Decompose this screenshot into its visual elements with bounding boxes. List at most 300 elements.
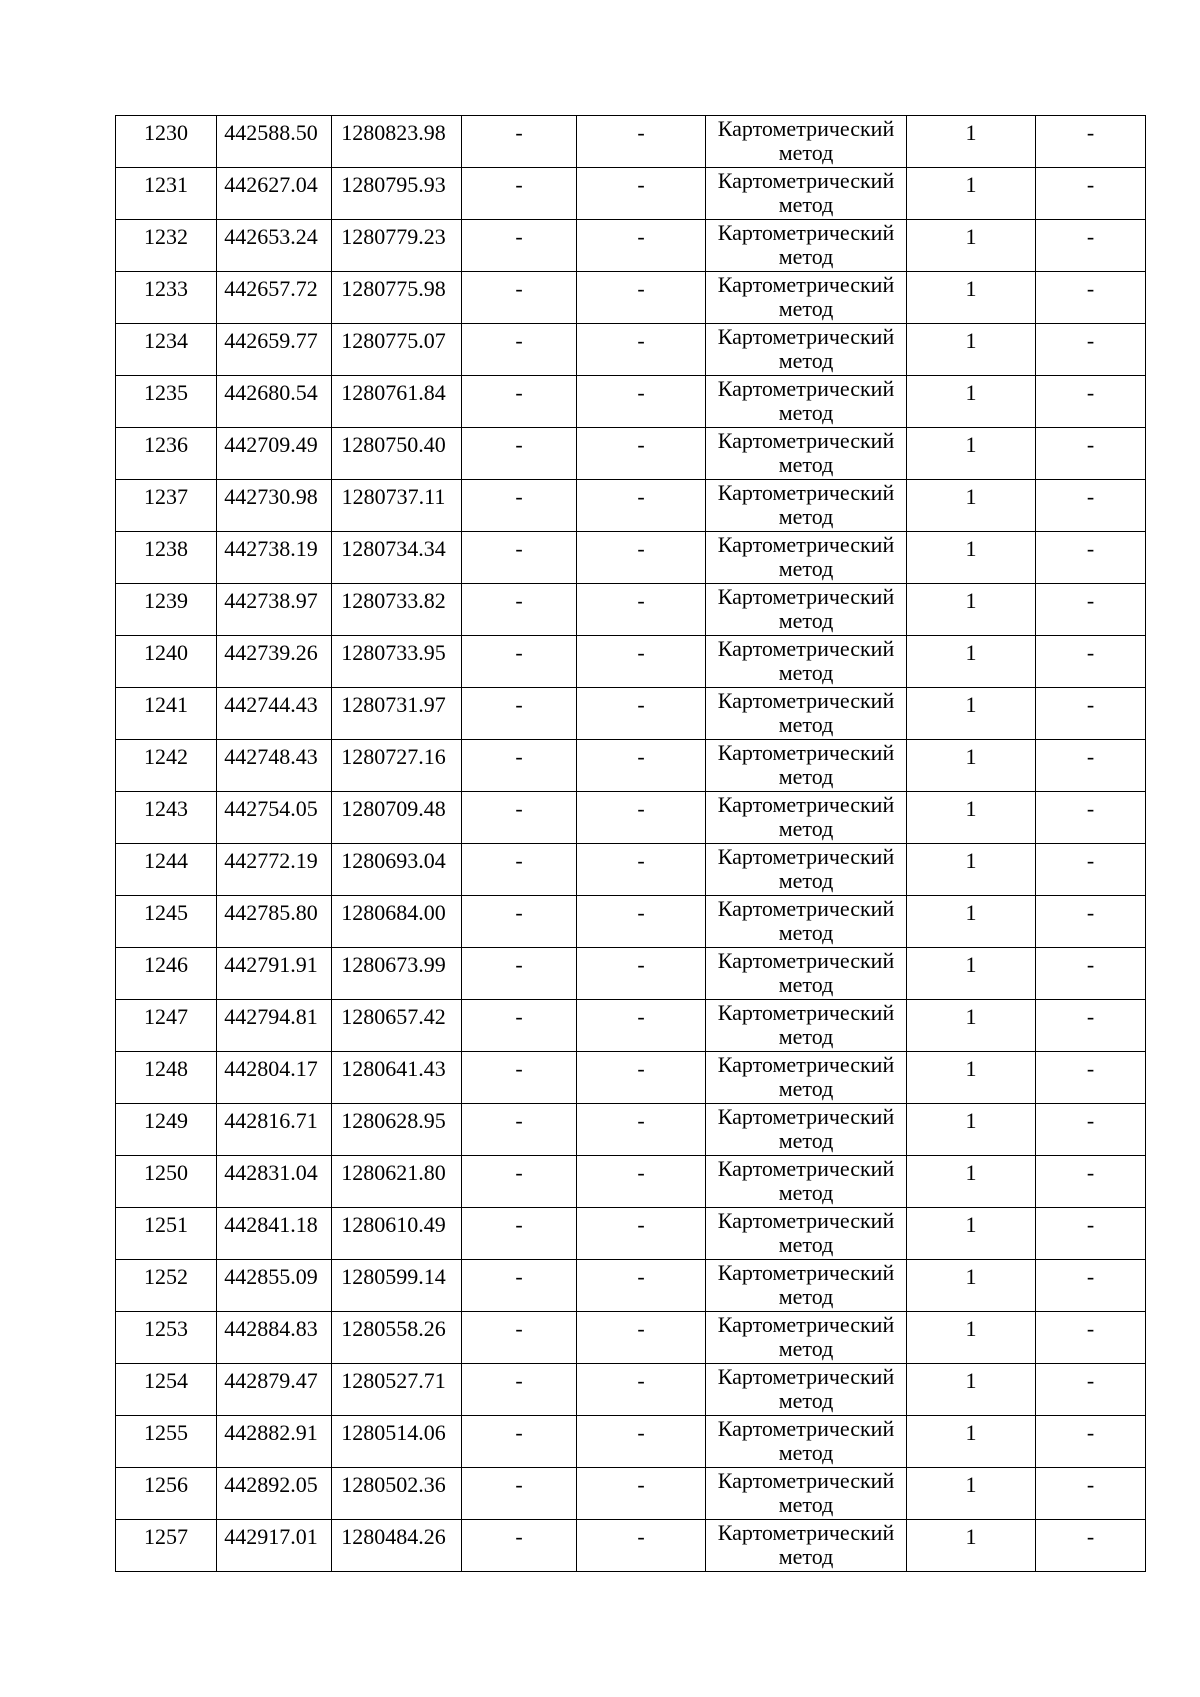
- method-text: [706, 1520, 906, 1569]
- column-5-cell: [577, 1000, 706, 1052]
- accuracy-cell: [907, 1468, 1036, 1520]
- column-4-cell: [462, 844, 577, 896]
- y-coordinate-text: 1280484.26: [341, 1524, 446, 1549]
- method-text: [706, 220, 906, 269]
- column-8-cell: [1036, 1208, 1146, 1260]
- table-row: [116, 1312, 1146, 1364]
- method-text: [706, 1104, 906, 1153]
- method-cell: [706, 116, 907, 168]
- column-8-cell: [1036, 740, 1146, 792]
- method-line-2: метод: [778, 608, 834, 633]
- method-cell: [706, 1416, 907, 1468]
- point-number-text: 1246: [144, 952, 188, 977]
- table-row: [116, 792, 1146, 844]
- accuracy-text: 1: [965, 380, 977, 405]
- x-coordinate-text: 442855.09: [224, 1264, 318, 1289]
- method-line-2: метод: [778, 1232, 834, 1257]
- table-row: [116, 740, 1146, 792]
- x-coordinate-cell: [217, 1416, 332, 1468]
- table-row: [116, 1260, 1146, 1312]
- accuracy-text: 1: [965, 328, 977, 353]
- method-line-1: Картометрический: [717, 1416, 895, 1441]
- point-number-text: 1254: [144, 1368, 188, 1393]
- column-5-text: -: [637, 796, 645, 821]
- column-4-cell: [462, 428, 577, 480]
- method-line-2: метод: [778, 1284, 834, 1309]
- y-coordinate-cell: [332, 220, 462, 272]
- x-coordinate-cell: [217, 1364, 332, 1416]
- y-coordinate-text: 1280775.98: [341, 276, 446, 301]
- y-coordinate-cell: [332, 1520, 462, 1572]
- method-line-2: метод: [778, 868, 834, 893]
- table-row: [116, 1104, 1146, 1156]
- column-4-cell: [462, 1364, 577, 1416]
- x-coordinate-cell: [217, 584, 332, 636]
- method-line-1: Картометрический: [717, 1052, 895, 1077]
- table-row: [116, 272, 1146, 324]
- column-8-cell: [1036, 1468, 1146, 1520]
- x-coordinate-cell: [217, 168, 332, 220]
- method-line-1: Картометрический: [717, 1364, 895, 1389]
- accuracy-text: 1: [965, 692, 977, 717]
- accuracy-text: 1: [965, 536, 977, 561]
- x-coordinate-text: 442738.19: [224, 536, 318, 561]
- column-4-text: -: [515, 1368, 523, 1393]
- table-row: [116, 532, 1146, 584]
- y-coordinate-text: 1280514.06: [341, 1420, 446, 1445]
- x-coordinate-text: 442917.01: [224, 1524, 318, 1549]
- method-cell: [706, 688, 907, 740]
- method-line-1: Картометрический: [717, 168, 895, 193]
- y-coordinate-text: 1280823.98: [341, 120, 446, 145]
- method-line-1: Картометрический: [717, 792, 895, 817]
- method-line-2: метод: [778, 348, 834, 373]
- y-coordinate-text: 1280610.49: [341, 1212, 446, 1237]
- point-number-cell: [116, 844, 217, 896]
- method-line-1: Картометрический: [717, 1520, 895, 1545]
- column-8-cell: [1036, 584, 1146, 636]
- method-cell: [706, 948, 907, 1000]
- y-coordinate-text: 1280527.71: [341, 1368, 446, 1393]
- table-row: [116, 1156, 1146, 1208]
- x-coordinate-cell: [217, 116, 332, 168]
- x-coordinate-text: 442754.05: [224, 796, 318, 821]
- method-line-2: метод: [778, 452, 834, 477]
- column-5-text: -: [637, 484, 645, 509]
- method-text: [706, 1052, 906, 1101]
- point-number-cell: [116, 324, 217, 376]
- column-5-cell: [577, 896, 706, 948]
- point-number-text: 1252: [144, 1264, 188, 1289]
- column-4-text: -: [515, 1420, 523, 1445]
- point-number-cell: [116, 168, 217, 220]
- y-coordinate-cell: [332, 1364, 462, 1416]
- method-cell: [706, 1468, 907, 1520]
- point-number-text: 1235: [144, 380, 188, 405]
- accuracy-text: 1: [965, 224, 977, 249]
- column-5-text: -: [637, 1420, 645, 1445]
- accuracy-cell: [907, 1104, 1036, 1156]
- accuracy-cell: [907, 844, 1036, 896]
- x-coordinate-text: 442816.71: [224, 1108, 318, 1133]
- y-coordinate-text: 1280657.42: [341, 1004, 446, 1029]
- point-number-cell: [116, 376, 217, 428]
- x-coordinate-cell: [217, 532, 332, 584]
- method-line-2: метод: [778, 140, 834, 165]
- column-8-cell: [1036, 1260, 1146, 1312]
- table-row: [116, 948, 1146, 1000]
- accuracy-cell: [907, 168, 1036, 220]
- point-number-text: 1250: [144, 1160, 188, 1185]
- method-text: [706, 844, 906, 893]
- x-coordinate-cell: [217, 1104, 332, 1156]
- column-5-cell: [577, 1312, 706, 1364]
- y-coordinate-text: 1280673.99: [341, 952, 446, 977]
- method-text: [706, 688, 906, 737]
- method-line-1: Картометрический: [717, 1312, 895, 1337]
- x-coordinate-cell: [217, 272, 332, 324]
- column-5-text: -: [637, 640, 645, 665]
- method-line-1: Картометрический: [717, 532, 895, 557]
- column-4-text: -: [515, 1472, 523, 1497]
- point-number-text: 1242: [144, 744, 188, 769]
- x-coordinate-text: 442882.91: [224, 1420, 318, 1445]
- point-number-cell: [116, 272, 217, 324]
- column-4-text: -: [515, 952, 523, 977]
- method-cell: [706, 1000, 907, 1052]
- column-8-text: -: [1086, 380, 1095, 405]
- method-line-2: метод: [778, 1492, 834, 1517]
- column-5-text: -: [637, 1264, 645, 1289]
- method-line-2: метод: [778, 296, 834, 321]
- point-number-cell: [116, 1260, 217, 1312]
- method-text: [706, 1364, 906, 1413]
- point-number-cell: [116, 1364, 217, 1416]
- column-5-text: -: [637, 120, 645, 145]
- accuracy-text: 1: [965, 1368, 977, 1393]
- y-coordinate-cell: [332, 1312, 462, 1364]
- x-coordinate-text: 442744.43: [224, 692, 318, 717]
- method-line-1: Картометрический: [717, 740, 895, 765]
- method-line-1: Картометрический: [717, 844, 895, 869]
- column-8-text: -: [1086, 484, 1095, 509]
- method-line-1: Картометрический: [717, 1260, 895, 1285]
- column-4-cell: [462, 272, 577, 324]
- point-number-cell: [116, 792, 217, 844]
- method-line-2: метод: [778, 1388, 834, 1413]
- column-8-text: -: [1086, 1004, 1095, 1029]
- column-4-cell: [462, 584, 577, 636]
- x-coordinate-cell: [217, 1156, 332, 1208]
- x-coordinate-cell: [217, 844, 332, 896]
- method-line-2: метод: [778, 660, 834, 685]
- column-4-cell: [462, 1312, 577, 1364]
- column-4-cell: [462, 1208, 577, 1260]
- column-8-cell: [1036, 376, 1146, 428]
- column-8-text: -: [1086, 1368, 1095, 1393]
- method-cell: [706, 1156, 907, 1208]
- accuracy-cell: [907, 1520, 1036, 1572]
- column-4-text: -: [515, 1316, 523, 1341]
- y-coordinate-text: 1280750.40: [341, 432, 446, 457]
- x-coordinate-text: 442588.50: [224, 120, 318, 145]
- accuracy-cell: [907, 1260, 1036, 1312]
- column-5-cell: [577, 1052, 706, 1104]
- accuracy-cell: [907, 740, 1036, 792]
- point-number-text: 1257: [144, 1524, 188, 1549]
- y-coordinate-cell: [332, 688, 462, 740]
- y-coordinate-cell: [332, 1260, 462, 1312]
- column-5-text: -: [637, 224, 645, 249]
- y-coordinate-text: 1280775.07: [341, 328, 446, 353]
- x-coordinate-cell: [217, 1468, 332, 1520]
- column-5-cell: [577, 844, 706, 896]
- x-coordinate-cell: [217, 740, 332, 792]
- method-line-1: Картометрический: [717, 324, 895, 349]
- column-4-cell: [462, 168, 577, 220]
- column-5-text: -: [637, 1472, 645, 1497]
- accuracy-text: 1: [965, 120, 977, 145]
- column-4-text: -: [515, 796, 523, 821]
- method-text: [706, 1208, 906, 1257]
- x-coordinate-text: 442791.91: [224, 952, 318, 977]
- column-5-text: -: [637, 1212, 645, 1237]
- y-coordinate-cell: [332, 584, 462, 636]
- column-4-cell: [462, 1520, 577, 1572]
- method-text: [706, 480, 906, 529]
- column-8-cell: [1036, 1156, 1146, 1208]
- accuracy-cell: [907, 376, 1036, 428]
- column-5-text: -: [637, 1160, 645, 1185]
- column-8-text: -: [1086, 640, 1095, 665]
- column-5-cell: [577, 324, 706, 376]
- column-8-cell: [1036, 532, 1146, 584]
- x-coordinate-text: 442653.24: [224, 224, 318, 249]
- point-number-text: 1233: [144, 276, 188, 301]
- method-cell: [706, 1208, 907, 1260]
- point-number-cell: [116, 220, 217, 272]
- column-4-text: -: [515, 172, 523, 197]
- y-coordinate-text: 1280733.95: [341, 640, 446, 665]
- y-coordinate-cell: [332, 1416, 462, 1468]
- y-coordinate-text: 1280599.14: [341, 1264, 446, 1289]
- x-coordinate-text: 442627.04: [224, 172, 318, 197]
- x-coordinate-cell: [217, 636, 332, 688]
- column-4-text: -: [515, 224, 523, 249]
- column-4-text: -: [515, 1108, 523, 1133]
- column-8-cell: [1036, 948, 1146, 1000]
- y-coordinate-cell: [332, 896, 462, 948]
- accuracy-cell: [907, 272, 1036, 324]
- column-4-cell: [462, 480, 577, 532]
- table-row: [116, 688, 1146, 740]
- method-cell: [706, 324, 907, 376]
- point-number-cell: [116, 1104, 217, 1156]
- point-number-cell: [116, 1312, 217, 1364]
- column-4-cell: [462, 376, 577, 428]
- column-5-cell: [577, 1208, 706, 1260]
- column-5-text: -: [637, 692, 645, 717]
- y-coordinate-text: 1280733.82: [341, 588, 446, 613]
- column-4-cell: [462, 1104, 577, 1156]
- column-4-cell: [462, 1468, 577, 1520]
- column-8-text: -: [1086, 1108, 1095, 1133]
- y-coordinate-cell: [332, 1468, 462, 1520]
- table-row: [116, 428, 1146, 480]
- method-cell: [706, 896, 907, 948]
- y-coordinate-text: 1280761.84: [341, 380, 446, 405]
- y-coordinate-cell: [332, 1052, 462, 1104]
- point-number-text: 1256: [144, 1472, 188, 1497]
- x-coordinate-cell: [217, 480, 332, 532]
- column-5-cell: [577, 1156, 706, 1208]
- column-8-text: -: [1086, 952, 1095, 977]
- point-number-text: 1249: [144, 1108, 188, 1133]
- method-line-1: Картометрический: [717, 480, 895, 505]
- accuracy-cell: [907, 220, 1036, 272]
- y-coordinate-cell: [332, 116, 462, 168]
- accuracy-text: 1: [965, 1264, 977, 1289]
- column-4-text: -: [515, 1160, 523, 1185]
- method-line-2: метод: [778, 1128, 834, 1153]
- accuracy-cell: [907, 532, 1036, 584]
- method-line-1: Картометрический: [717, 896, 895, 921]
- method-cell: [706, 1520, 907, 1572]
- column-5-cell: [577, 1520, 706, 1572]
- method-cell: [706, 1260, 907, 1312]
- column-8-cell: [1036, 1520, 1146, 1572]
- method-text: [706, 532, 906, 581]
- column-8-cell: [1036, 1312, 1146, 1364]
- column-8-text: -: [1086, 692, 1095, 717]
- method-text: [706, 896, 906, 945]
- accuracy-cell: [907, 428, 1036, 480]
- column-4-cell: [462, 792, 577, 844]
- column-5-cell: [577, 1104, 706, 1156]
- table-row: [116, 168, 1146, 220]
- point-number-cell: [116, 584, 217, 636]
- column-4-text: -: [515, 1004, 523, 1029]
- column-4-cell: [462, 1052, 577, 1104]
- column-8-text: -: [1086, 432, 1095, 457]
- x-coordinate-cell: [217, 1052, 332, 1104]
- column-4-text: -: [515, 900, 523, 925]
- y-coordinate-text: 1280628.95: [341, 1108, 446, 1133]
- column-5-cell: [577, 688, 706, 740]
- accuracy-text: 1: [965, 484, 977, 509]
- column-8-text: -: [1086, 588, 1095, 613]
- x-coordinate-cell: [217, 376, 332, 428]
- column-5-text: -: [637, 1368, 645, 1393]
- method-line-1: Картометрический: [717, 1000, 895, 1025]
- accuracy-cell: [907, 636, 1036, 688]
- column-5-cell: [577, 584, 706, 636]
- accuracy-text: 1: [965, 1212, 977, 1237]
- x-coordinate-cell: [217, 1312, 332, 1364]
- column-5-cell: [577, 740, 706, 792]
- column-8-cell: [1036, 1104, 1146, 1156]
- accuracy-text: 1: [965, 952, 977, 977]
- column-4-cell: [462, 1156, 577, 1208]
- point-number-cell: [116, 1156, 217, 1208]
- accuracy-cell: [907, 1156, 1036, 1208]
- method-line-2: метод: [778, 1076, 834, 1101]
- table-row: [116, 1208, 1146, 1260]
- column-8-cell: [1036, 1364, 1146, 1416]
- column-8-text: -: [1086, 1524, 1095, 1549]
- x-coordinate-text: 442785.80: [224, 900, 318, 925]
- x-coordinate-cell: [217, 1520, 332, 1572]
- column-5-cell: [577, 1364, 706, 1416]
- method-cell: [706, 844, 907, 896]
- table-row: [116, 116, 1146, 168]
- x-coordinate-text: 442794.81: [224, 1004, 318, 1029]
- point-number-cell: [116, 1416, 217, 1468]
- accuracy-text: 1: [965, 432, 977, 457]
- column-5-cell: [577, 272, 706, 324]
- y-coordinate-cell: [332, 428, 462, 480]
- method-cell: [706, 168, 907, 220]
- method-text: [706, 376, 906, 425]
- column-8-text: -: [1086, 848, 1095, 873]
- column-4-text: -: [515, 848, 523, 873]
- column-4-text: -: [515, 744, 523, 769]
- point-number-cell: [116, 1000, 217, 1052]
- point-number-cell: [116, 1468, 217, 1520]
- point-number-text: 1239: [144, 588, 188, 613]
- x-coordinate-text: 442659.77: [224, 328, 318, 353]
- column-8-text: -: [1086, 1056, 1095, 1081]
- column-5-text: -: [637, 952, 645, 977]
- accuracy-text: 1: [965, 588, 977, 613]
- table-row: [116, 376, 1146, 428]
- x-coordinate-text: 442680.54: [224, 380, 318, 405]
- column-8-cell: [1036, 428, 1146, 480]
- column-4-cell: [462, 896, 577, 948]
- y-coordinate-text: 1280502.36: [341, 1472, 446, 1497]
- method-line-2: метод: [778, 764, 834, 789]
- point-number-cell: [116, 1052, 217, 1104]
- column-4-cell: [462, 688, 577, 740]
- y-coordinate-cell: [332, 168, 462, 220]
- column-8-text: -: [1086, 536, 1095, 561]
- x-coordinate-text: 442884.83: [224, 1316, 318, 1341]
- column-8-text: -: [1086, 1212, 1095, 1237]
- method-cell: [706, 1104, 907, 1156]
- column-4-cell: [462, 220, 577, 272]
- table-row: [116, 1364, 1146, 1416]
- x-coordinate-cell: [217, 896, 332, 948]
- column-5-text: -: [637, 1524, 645, 1549]
- point-number-text: 1244: [144, 848, 188, 873]
- point-number-text: 1255: [144, 1420, 188, 1445]
- accuracy-text: 1: [965, 1524, 977, 1549]
- y-coordinate-cell: [332, 1104, 462, 1156]
- column-4-cell: [462, 324, 577, 376]
- method-cell: [706, 1364, 907, 1416]
- accuracy-text: 1: [965, 744, 977, 769]
- x-coordinate-text: 442841.18: [224, 1212, 318, 1237]
- point-number-text: 1248: [144, 1056, 188, 1081]
- method-line-2: метод: [778, 1336, 834, 1361]
- method-text: [706, 1260, 906, 1309]
- column-4-text: -: [515, 380, 523, 405]
- column-4-cell: [462, 532, 577, 584]
- accuracy-text: 1: [965, 172, 977, 197]
- accuracy-text: 1: [965, 1316, 977, 1341]
- column-8-text: -: [1086, 1420, 1095, 1445]
- accuracy-cell: [907, 480, 1036, 532]
